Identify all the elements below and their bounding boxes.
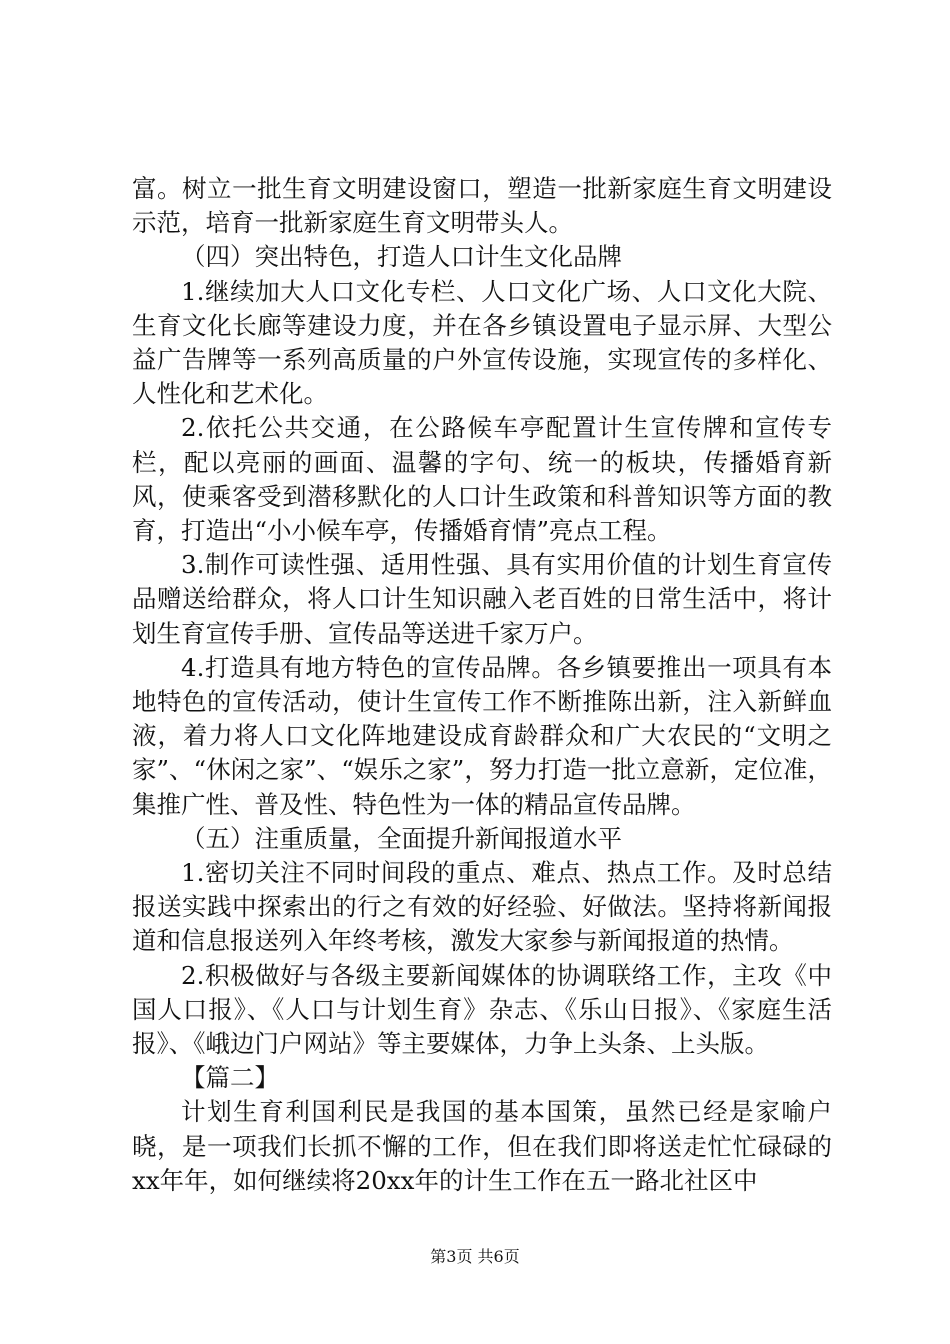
paragraph-item-5-1: 1.密切关注不同时间段的重点、难点、热点工作。及时总结报送实践中探索出的行之有效的好经验、好做法。坚持将新闻报道和信息报送列入年终考核，激发大家参与新闻报道的热情。 — [132, 858, 832, 956]
document-body — [132, 172, 832, 1198]
paragraph-item-4-3: 3.制作可读性强、适用性强、具有实用价值的计划生育宣传品赠送给群众，将人口计生知识融入老百姓的日常生活中，将计划生育宣传手册、宣传品等送进千家万户。 — [132, 550, 832, 648]
paragraph-item-4-2: 2.依托公共交通，在公路候车亭配置计生宣传牌和宣传专栏，配以亮丽的画面、温馨的字句、统一的板块，传播婚育新风，使乘客受到潜移默化的人口计生政策和科普知识等方面的教育，打造出“小小候车亭，传播婚育情”亮点工程。 — [132, 413, 832, 546]
paragraph-continuation: 富。树立一批生育文明建设窗口，塑造一批新家庭生育文明建设示范，培育一批新家庭生育文明带头人。 — [132, 174, 832, 238]
page-number-footer: 第3页 共6页 — [430, 1247, 520, 1266]
section-heading-4: （四）突出特色，打造人口计生文化品牌 — [181, 242, 622, 272]
part-heading: 【篇二】 — [181, 1063, 279, 1093]
paragraph-item-4-4: 4.打造具有地方特色的宣传品牌。各乡镇要推出一项具有本地特色的宣传活动，使计生宣传工作不断推陈出新，注入新鲜血液，着力将人口文化阵地建设成育龄群众和广大农民的“文明之家”、“休闲之家”、“娱乐之家”，努力打造一批立意新，定位准，集推广性、普及性、特色性为一体的精品宣传品牌。 — [132, 652, 832, 819]
paragraph-part-two-intro: 计划生育利国利民是我国的基本国策，虽然已经是家喻户晓，是一项我们长抓不懈的工作，但在我们即将送走忙忙碌碌的xx年年，如何继续将20xx年的计生工作在五一路北社区中 — [132, 1097, 832, 1195]
section-heading-5: （五）注重质量，全面提升新闻报道水平 — [181, 823, 622, 853]
paragraph-item-5-2: 2.积极做好与各级主要新闻媒体的协调联络工作，主攻《中国人口报》、《人口与计划生育》杂志、《乐山日报》、《家庭生活报》、《峨边门户网站》等主要媒体，力争上头条、上头版。 — [132, 960, 832, 1059]
paragraph-item-4-1: 1.继续加大人口文化专栏、人口文化广场、人口文化大院、生育文化长廊等建设力度，并在各乡镇设置电子显示屏、大型公益广告牌等一系列高质量的户外宣传设施，实现宣传的多样化、人性化和艺术化。 — [132, 276, 832, 409]
